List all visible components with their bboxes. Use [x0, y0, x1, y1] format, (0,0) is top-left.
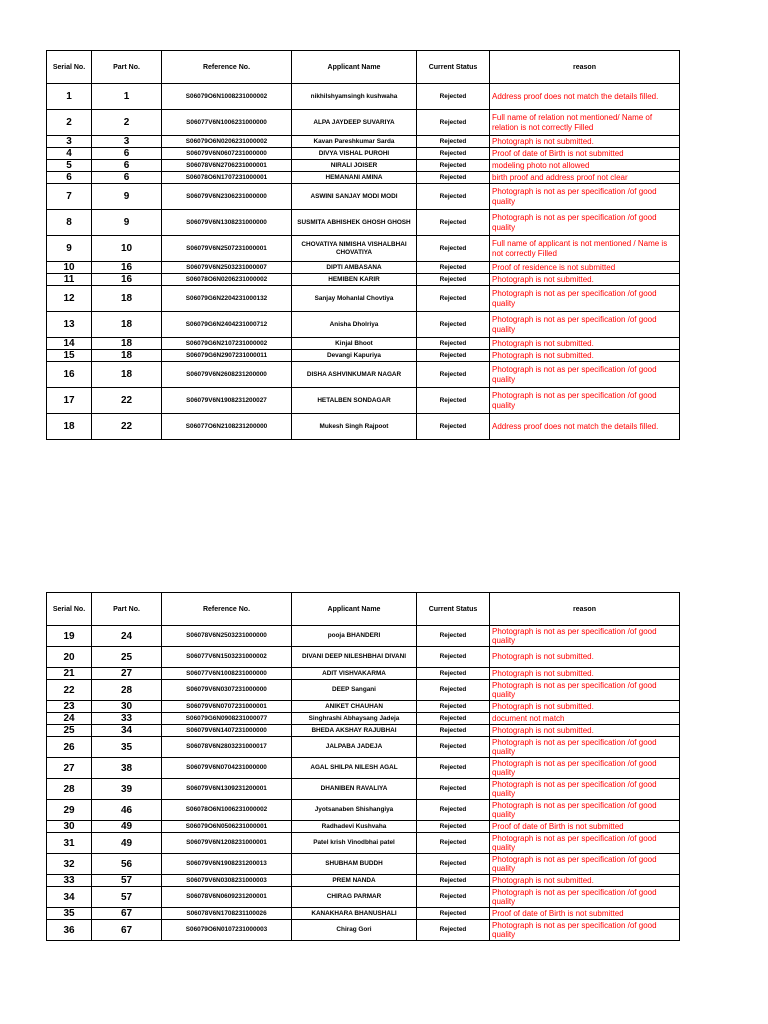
table-row — [47, 136, 680, 148]
reason-cell: Proof of date of Birth is not submitted — [490, 148, 680, 160]
status-cell: Rejected — [417, 338, 490, 350]
reference-cell: S06079V6N1908231200027 — [162, 388, 292, 414]
reason-cell: Photograph is not submitted. — [490, 647, 680, 668]
reference-cell: S06078O6N1006231000002 — [162, 800, 292, 821]
header-part: Part No. — [92, 51, 162, 84]
applicant-name-cell: ADIT VISHVAKARMA — [292, 668, 417, 680]
reference-cell: S06079G6N2907231000011 — [162, 350, 292, 362]
reason-cell: Photograph is not as per specification /of good quality — [490, 779, 680, 800]
serial-cell: 28 — [47, 779, 92, 800]
part-cell: 25 — [92, 647, 162, 668]
part-cell: 67 — [92, 920, 162, 941]
serial-cell: 22 — [47, 680, 92, 701]
status-cell: Rejected — [417, 184, 490, 210]
part-cell: 1 — [92, 84, 162, 110]
applicant-name-cell: Anisha Dholriya — [292, 312, 417, 338]
serial-cell: 32 — [47, 854, 92, 875]
reference-cell: S06079G6N2204231000132 — [162, 286, 292, 312]
part-cell: 24 — [92, 626, 162, 647]
applicant-name-cell: Radhadevi Kushvaha — [292, 821, 417, 833]
table-row — [47, 887, 680, 908]
serial-cell: 27 — [47, 758, 92, 779]
serial-cell: 18 — [47, 414, 92, 440]
part-cell: 67 — [92, 908, 162, 920]
rejection-table-1 — [46, 50, 680, 440]
serial-cell: 26 — [47, 737, 92, 758]
part-cell: 46 — [92, 800, 162, 821]
part-cell: 9 — [92, 210, 162, 236]
part-cell: 3 — [92, 136, 162, 148]
reason-cell: Photograph is not as per specification /of good quality — [490, 920, 680, 941]
reference-cell: S06077V6N1008231000000 — [162, 668, 292, 680]
header-reason: reason — [490, 593, 680, 626]
rejection-table-2 — [46, 592, 680, 941]
reason-cell: Photograph is not submitted. — [490, 725, 680, 737]
serial-cell: 19 — [47, 626, 92, 647]
table-row — [47, 236, 680, 262]
part-cell: 10 — [92, 236, 162, 262]
reference-cell: S06079V6N0607231000000 — [162, 148, 292, 160]
reason-cell: document not match — [490, 713, 680, 725]
serial-cell: 5 — [47, 160, 92, 172]
table-row — [47, 626, 680, 647]
part-cell: 6 — [92, 148, 162, 160]
applicant-name-cell: CHOVATIYA NIMISHA VISHALBHAI CHOVATIYA — [292, 236, 417, 262]
part-cell: 18 — [92, 350, 162, 362]
reason-cell: Photograph is not as per specification /of good quality — [490, 210, 680, 236]
header-serial: Serial No. — [47, 51, 92, 84]
table-row — [47, 160, 680, 172]
status-cell: Rejected — [417, 286, 490, 312]
header-row — [47, 51, 680, 84]
table-row — [47, 737, 680, 758]
table-row — [47, 274, 680, 286]
reference-cell: S06079O6N1008231000002 — [162, 84, 292, 110]
status-cell: Rejected — [417, 668, 490, 680]
part-cell: 18 — [92, 338, 162, 350]
status-cell: Rejected — [417, 388, 490, 414]
reason-cell: Proof of date of Birth is not submitted — [490, 821, 680, 833]
status-cell: Rejected — [417, 414, 490, 440]
reference-cell: S06078O6N1707231000001 — [162, 172, 292, 184]
serial-cell: 15 — [47, 350, 92, 362]
table-row — [47, 388, 680, 414]
status-cell: Rejected — [417, 800, 490, 821]
status-cell: Rejected — [417, 680, 490, 701]
reference-cell: S06079V6N1208231000001 — [162, 833, 292, 854]
serial-cell: 17 — [47, 388, 92, 414]
applicant-name-cell: Singhrashi Abhaysang Jadeja — [292, 713, 417, 725]
serial-cell: 3 — [47, 136, 92, 148]
part-cell: 6 — [92, 172, 162, 184]
table-row — [47, 713, 680, 725]
serial-cell: 2 — [47, 110, 92, 136]
reference-cell: S06079V6N0707231000001 — [162, 701, 292, 713]
applicant-name-cell: AGAL SHILPA NILESH AGAL — [292, 758, 417, 779]
table-row — [47, 779, 680, 800]
applicant-name-cell: ANIKET CHAUHAN — [292, 701, 417, 713]
serial-cell: 8 — [47, 210, 92, 236]
reason-cell: Full name of relation not mentioned/ Name of relation is not correctly Filled — [490, 110, 680, 136]
reference-cell: S06079G6N0908231000077 — [162, 713, 292, 725]
part-cell: 28 — [92, 680, 162, 701]
part-cell: 18 — [92, 286, 162, 312]
applicant-name-cell: Sanjay Mohanlal Chovtiya — [292, 286, 417, 312]
status-cell: Rejected — [417, 350, 490, 362]
applicant-name-cell: DIVYA VISHAL PUROHI — [292, 148, 417, 160]
reference-cell: S06079O6N0506231000001 — [162, 821, 292, 833]
status-cell: Rejected — [417, 887, 490, 908]
reason-cell: Photograph is not as per specification /of good quality — [490, 388, 680, 414]
status-cell: Rejected — [417, 362, 490, 388]
applicant-name-cell: PREM NANDA — [292, 875, 417, 887]
part-cell: 49 — [92, 833, 162, 854]
header-row — [47, 593, 680, 626]
table-row — [47, 350, 680, 362]
applicant-name-cell: Chirag Gori — [292, 920, 417, 941]
serial-cell: 30 — [47, 821, 92, 833]
applicant-name-cell: Mukesh Singh Rajpoot — [292, 414, 417, 440]
part-cell: 57 — [92, 875, 162, 887]
part-cell: 16 — [92, 262, 162, 274]
applicant-name-cell: JALPABA JADEJA — [292, 737, 417, 758]
status-cell: Rejected — [417, 312, 490, 338]
status-cell: Rejected — [417, 758, 490, 779]
serial-cell: 16 — [47, 362, 92, 388]
table-row — [47, 647, 680, 668]
table-row — [47, 210, 680, 236]
reason-cell: Photograph is not as per specification /of good quality — [490, 833, 680, 854]
applicant-name-cell: DISHA ASHVINKUMAR NAGAR — [292, 362, 417, 388]
applicant-name-cell: HEMIBEN KARIR — [292, 274, 417, 286]
table-row — [47, 668, 680, 680]
part-cell: 18 — [92, 312, 162, 338]
reason-cell: modeling photo not allowed — [490, 160, 680, 172]
part-cell: 39 — [92, 779, 162, 800]
applicant-name-cell: pooja BHANDERI — [292, 626, 417, 647]
reason-cell: Photograph is not as per specification /of good quality — [490, 286, 680, 312]
part-cell: 18 — [92, 362, 162, 388]
part-cell: 22 — [92, 414, 162, 440]
reason-cell: Photograph is not as per specification /of good quality — [490, 887, 680, 908]
status-cell: Rejected — [417, 84, 490, 110]
serial-cell: 36 — [47, 920, 92, 941]
table-row — [47, 172, 680, 184]
reason-cell: Address proof does not match the details filled. — [490, 414, 680, 440]
reason-cell: Photograph is not as per specification /of good quality — [490, 854, 680, 875]
serial-cell: 34 — [47, 887, 92, 908]
reference-cell: S06078V6N2503231000000 — [162, 626, 292, 647]
reason-cell: Photograph is not submitted. — [490, 668, 680, 680]
applicant-name-cell: DEEP Sangani — [292, 680, 417, 701]
reference-cell: S06079G6N2404231000712 — [162, 312, 292, 338]
reference-cell: S06078O6N0206231000002 — [162, 274, 292, 286]
reason-cell: Photograph is not submitted. — [490, 338, 680, 350]
reason-cell: Photograph is not submitted. — [490, 875, 680, 887]
reference-cell: S06078V6N0609231200001 — [162, 887, 292, 908]
table-row — [47, 908, 680, 920]
header-applicant-name: Applicant Name — [292, 593, 417, 626]
reference-cell: S06079V6N1309231200001 — [162, 779, 292, 800]
applicant-name-cell: NIRALI JOISER — [292, 160, 417, 172]
reason-cell: Photograph is not as per specification /of good quality — [490, 312, 680, 338]
reference-cell: S06079V6N1908231200013 — [162, 854, 292, 875]
table-row — [47, 758, 680, 779]
reason-cell: Proof of date of Birth is not submitted — [490, 908, 680, 920]
header-part: Part No. — [92, 593, 162, 626]
table-row — [47, 414, 680, 440]
serial-cell: 35 — [47, 908, 92, 920]
serial-cell: 33 — [47, 875, 92, 887]
table-row — [47, 854, 680, 875]
serial-cell: 24 — [47, 713, 92, 725]
reason-cell: birth proof and address proof not clear — [490, 172, 680, 184]
reference-cell: S06079V6N2507231000001 — [162, 236, 292, 262]
applicant-name-cell: CHIRAG PARMAR — [292, 887, 417, 908]
applicant-name-cell: Devangi Kapuriya — [292, 350, 417, 362]
applicant-name-cell: SUSMITA ABHISHEK GHOSH GHOSH — [292, 210, 417, 236]
status-cell: Rejected — [417, 821, 490, 833]
status-cell: Rejected — [417, 647, 490, 668]
status-cell: Rejected — [417, 262, 490, 274]
table-row — [47, 312, 680, 338]
serial-cell: 20 — [47, 647, 92, 668]
table-row — [47, 800, 680, 821]
reason-cell: Photograph is not as per specification /of good quality — [490, 680, 680, 701]
serial-cell: 11 — [47, 274, 92, 286]
reason-cell: Photograph is not as per specification /of good quality — [490, 758, 680, 779]
reason-cell: Photograph is not as per specification /of good quality — [490, 362, 680, 388]
part-cell: 34 — [92, 725, 162, 737]
status-cell: Rejected — [417, 110, 490, 136]
applicant-name-cell: ALPA JAYDEEP SUVARIYA — [292, 110, 417, 136]
status-cell: Rejected — [417, 854, 490, 875]
status-cell: Rejected — [417, 908, 490, 920]
serial-cell: 4 — [47, 148, 92, 160]
table-row — [47, 110, 680, 136]
header-serial: Serial No. — [47, 593, 92, 626]
serial-cell: 21 — [47, 668, 92, 680]
status-cell: Rejected — [417, 725, 490, 737]
header-current-status: Current Status — [417, 593, 490, 626]
serial-cell: 12 — [47, 286, 92, 312]
reference-cell: S06079V6N0307231000000 — [162, 680, 292, 701]
table-row — [47, 286, 680, 312]
serial-cell: 10 — [47, 262, 92, 274]
status-cell: Rejected — [417, 626, 490, 647]
applicant-name-cell: Kavan Pareshkumar Sarda — [292, 136, 417, 148]
table-row — [47, 875, 680, 887]
reference-cell: S06077V6N1006231000000 — [162, 110, 292, 136]
header-applicant-name: Applicant Name — [292, 51, 417, 84]
status-cell: Rejected — [417, 713, 490, 725]
status-cell: Rejected — [417, 160, 490, 172]
serial-cell: 9 — [47, 236, 92, 262]
applicant-name-cell: BHEDA AKSHAY RAJUBHAI — [292, 725, 417, 737]
reason-cell: Proof of residence is not submitted — [490, 262, 680, 274]
reference-cell: S06079V6N2306231000000 — [162, 184, 292, 210]
table-row — [47, 362, 680, 388]
table-row — [47, 680, 680, 701]
applicant-name-cell: Patel krish Vinodbhai patel — [292, 833, 417, 854]
table-row — [47, 725, 680, 737]
part-cell: 9 — [92, 184, 162, 210]
status-cell: Rejected — [417, 210, 490, 236]
applicant-name-cell: DHANIBEN RAVALIYA — [292, 779, 417, 800]
part-cell: 30 — [92, 701, 162, 713]
applicant-name-cell: SHUBHAM BUDDH — [292, 854, 417, 875]
reference-cell: S06079G6N2107231000002 — [162, 338, 292, 350]
reason-cell: Photograph is not as per specification /of good quality — [490, 800, 680, 821]
reference-cell: S06079V6N2608231200000 — [162, 362, 292, 388]
reference-cell: S06079V6N0308231000003 — [162, 875, 292, 887]
reference-cell: S06077V6N1503231000002 — [162, 647, 292, 668]
status-cell: Rejected — [417, 274, 490, 286]
part-cell: 27 — [92, 668, 162, 680]
status-cell: Rejected — [417, 148, 490, 160]
part-cell: 33 — [92, 713, 162, 725]
reason-cell: Photograph is not as per specification /of good quality — [490, 737, 680, 758]
status-cell: Rejected — [417, 737, 490, 758]
serial-cell: 31 — [47, 833, 92, 854]
reason-cell: Full name of applicant is not mentioned / Name is not correctly Filled — [490, 236, 680, 262]
applicant-name-cell: Kinjal Bhoot — [292, 338, 417, 350]
serial-cell: 14 — [47, 338, 92, 350]
header-current-status: Current Status — [417, 51, 490, 84]
serial-cell: 13 — [47, 312, 92, 338]
reference-cell: S06077O6N2108231200000 — [162, 414, 292, 440]
status-cell: Rejected — [417, 875, 490, 887]
table-row — [47, 148, 680, 160]
table-row — [47, 262, 680, 274]
applicant-name-cell: ASWINI SANJAY MODI MODI — [292, 184, 417, 210]
part-cell: 16 — [92, 274, 162, 286]
header-reference: Reference No. — [162, 593, 292, 626]
serial-cell: 23 — [47, 701, 92, 713]
reference-cell: S06079O6N0206231000002 — [162, 136, 292, 148]
reference-cell: S06079V6N1407231000000 — [162, 725, 292, 737]
reference-cell: S06079O6N0107231000003 — [162, 920, 292, 941]
reason-cell: Photograph is not submitted. — [490, 274, 680, 286]
applicant-name-cell: Jyotsanaben Shishangiya — [292, 800, 417, 821]
table-row — [47, 84, 680, 110]
applicant-name-cell: DIVANI DEEP NILESHBHAI DIVANI — [292, 647, 417, 668]
status-cell: Rejected — [417, 236, 490, 262]
serial-cell: 7 — [47, 184, 92, 210]
table-row — [47, 701, 680, 713]
reference-cell: S06079V6N1308231000000 — [162, 210, 292, 236]
serial-cell: 25 — [47, 725, 92, 737]
applicant-name-cell: DIPTI AMBASANA — [292, 262, 417, 274]
serial-cell: 6 — [47, 172, 92, 184]
status-cell: Rejected — [417, 701, 490, 713]
reason-cell: Photograph is not as per specification /of good quality — [490, 626, 680, 647]
reason-cell: Photograph is not submitted. — [490, 136, 680, 148]
status-cell: Rejected — [417, 920, 490, 941]
part-cell: 22 — [92, 388, 162, 414]
table-row — [47, 821, 680, 833]
part-cell: 35 — [92, 737, 162, 758]
reference-cell: S06078V6N2803231000017 — [162, 737, 292, 758]
reference-cell: S06078V6N2706231000001 — [162, 160, 292, 172]
status-cell: Rejected — [417, 833, 490, 854]
part-cell: 49 — [92, 821, 162, 833]
applicant-name-cell: KANAKHARA BHANUSHALI — [292, 908, 417, 920]
reason-cell: Address proof does not match the details filled. — [490, 84, 680, 110]
table-row — [47, 338, 680, 350]
header-reason: reason — [490, 51, 680, 84]
applicant-name-cell: HETALBEN SONDAGAR — [292, 388, 417, 414]
part-cell: 6 — [92, 160, 162, 172]
part-cell: 57 — [92, 887, 162, 908]
status-cell: Rejected — [417, 779, 490, 800]
status-cell: Rejected — [417, 172, 490, 184]
part-cell: 56 — [92, 854, 162, 875]
status-cell: Rejected — [417, 136, 490, 148]
serial-cell: 29 — [47, 800, 92, 821]
reference-cell: S06079V6N2503231000007 — [162, 262, 292, 274]
part-cell: 38 — [92, 758, 162, 779]
applicant-name-cell: nikhilshyamsingh kushwaha — [292, 84, 417, 110]
table-row — [47, 184, 680, 210]
reason-cell: Photograph is not submitted. — [490, 701, 680, 713]
part-cell: 2 — [92, 110, 162, 136]
reference-cell: S06079V6N0704231000000 — [162, 758, 292, 779]
applicant-name-cell: HEMANANI AMINA — [292, 172, 417, 184]
table-row — [47, 833, 680, 854]
serial-cell: 1 — [47, 84, 92, 110]
reason-cell: Photograph is not as per specification /of good quality — [490, 184, 680, 210]
header-reference: Reference No. — [162, 51, 292, 84]
reference-cell: S06078V6N1708231100026 — [162, 908, 292, 920]
table-row — [47, 920, 680, 941]
reason-cell: Photograph is not submitted. — [490, 350, 680, 362]
